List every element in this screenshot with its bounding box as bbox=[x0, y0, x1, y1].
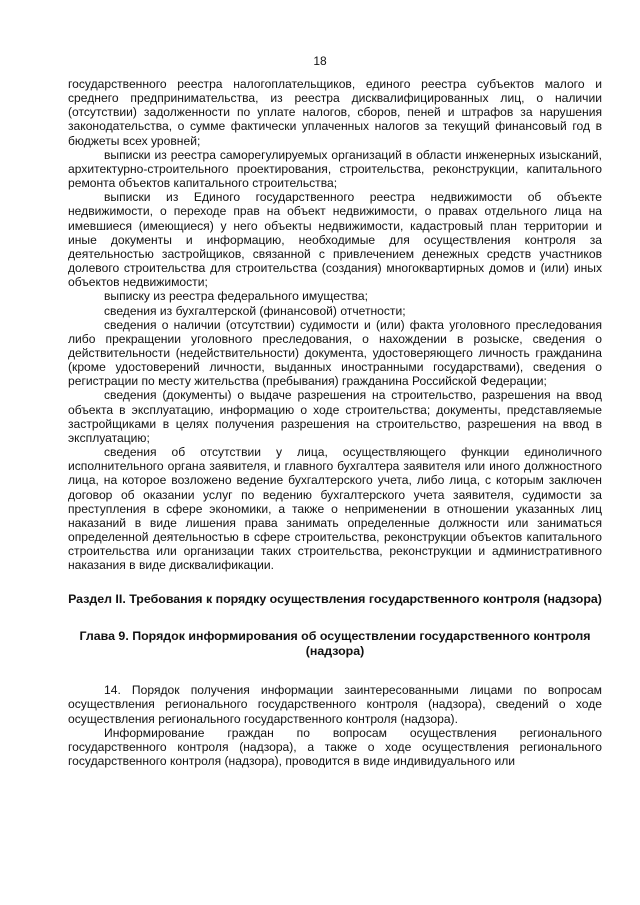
paragraph: Информирование граждан по вопросам осуществления регионального государственного контроля (надзора), а также о ходе осуществления регионального государственного контроля (надзора), проводится в виде индивидуального или bbox=[68, 725, 602, 769]
paragraph: сведения о наличии (отсутствии) судимости и (или) факта уголовного преследования либо прекращении уголовного преследования, о нахождении в розыске, сведения о действительности (недействительности) документа, удостоверяющего личность гражданина (кроме удостоверений личности, выданных иностранными государствами), сведения о регистрации по месту жительства (пребывания) гражданина Российской Федерации; bbox=[68, 317, 602, 389]
body-text-top bbox=[68, 77, 602, 572]
paragraph: 14. Порядок получения информации заинтересованными лицами по вопросам осуществления регионального государственного контроля (надзора), сведений о ходе осуществления регионального государственного контроля (надзора). bbox=[68, 683, 602, 726]
paragraph: государственного реестра налогоплательщиков, единого реестра субъектов малого и среднего предпринимательства, из реестра дисквалифицированных лиц, о наличии (отсутствии) задолженности по уплате налогов, сборов, пеней и штрафов за нарушения законодательства, о сумме фактически уплаченных налогов за текущий финансовый год в бюджеты всех уровней; bbox=[68, 77, 602, 148]
paragraph: сведения об отсутствии у лица, осуществляющего функции единоличного исполнительного органа заявителя, и главного бухгалтера заявителя или иного должностного лица, на которое возложено ведение бухгалтерского учета, либо лица, с которым заключен договор об оказании услуг по ведению бухгалтерского учета заявителя, судимости за преступления в сфере экономики, а также о неприменении в отношении указанных лиц наказаний в виде лишения права занимать определенные должности или заниматься определенной деятельностью в сфере строительства, реконструкции объектов капитального строительства или организации таких строительства, реконструкции и административного наказания в виде дисквалификации. bbox=[68, 445, 602, 573]
paragraph: сведения (документы) о выдаче разрешения на строительство, разрешения на ввод объекта в эксплуатацию, информацию о ходе строительства; документы, представляемые застройщиками в целях получения разрешения на строительство, разрешения на ввод в эксплуатацию; bbox=[68, 388, 602, 445]
paragraph: выписки из реестра саморегулируемых организаций в области инженерных изысканий, архитектурно-строительного проектирования, строительства, реконструкции, капитального ремонта объектов капитального строительства; bbox=[68, 147, 602, 191]
page-number: 18 bbox=[313, 54, 327, 68]
paragraph: выписку из реестра федерального имущества; bbox=[104, 289, 368, 304]
chapter-heading: Глава 9. Порядок информирования об осуществлении государственного контроля (надзора) bbox=[79, 629, 591, 658]
paragraph: сведения из бухгалтерской (финансовой) отчетности; bbox=[104, 303, 406, 318]
body-text-bottom bbox=[68, 683, 602, 768]
paragraph: выписки из Единого государственного реестра недвижимости об объекте недвижимости, о переходе прав на объект недвижимости, о правах отдельного лица на имевшиеся (имеющиеся) у него объекты недвижимости, кадастровый план территории и иные документы и информацию, необходимые для осуществления контроля за деятельностью застройщиков, связанной с привлечением денежных средств участников долевого строительства для строительства (создания) многоквартирных домов и (или) иных объектов недвижимости; bbox=[68, 190, 602, 290]
page-content bbox=[68, 77, 602, 768]
section-heading: Раздел II. Требования к порядку осуществления государственного контроля (надзора) bbox=[68, 592, 602, 607]
